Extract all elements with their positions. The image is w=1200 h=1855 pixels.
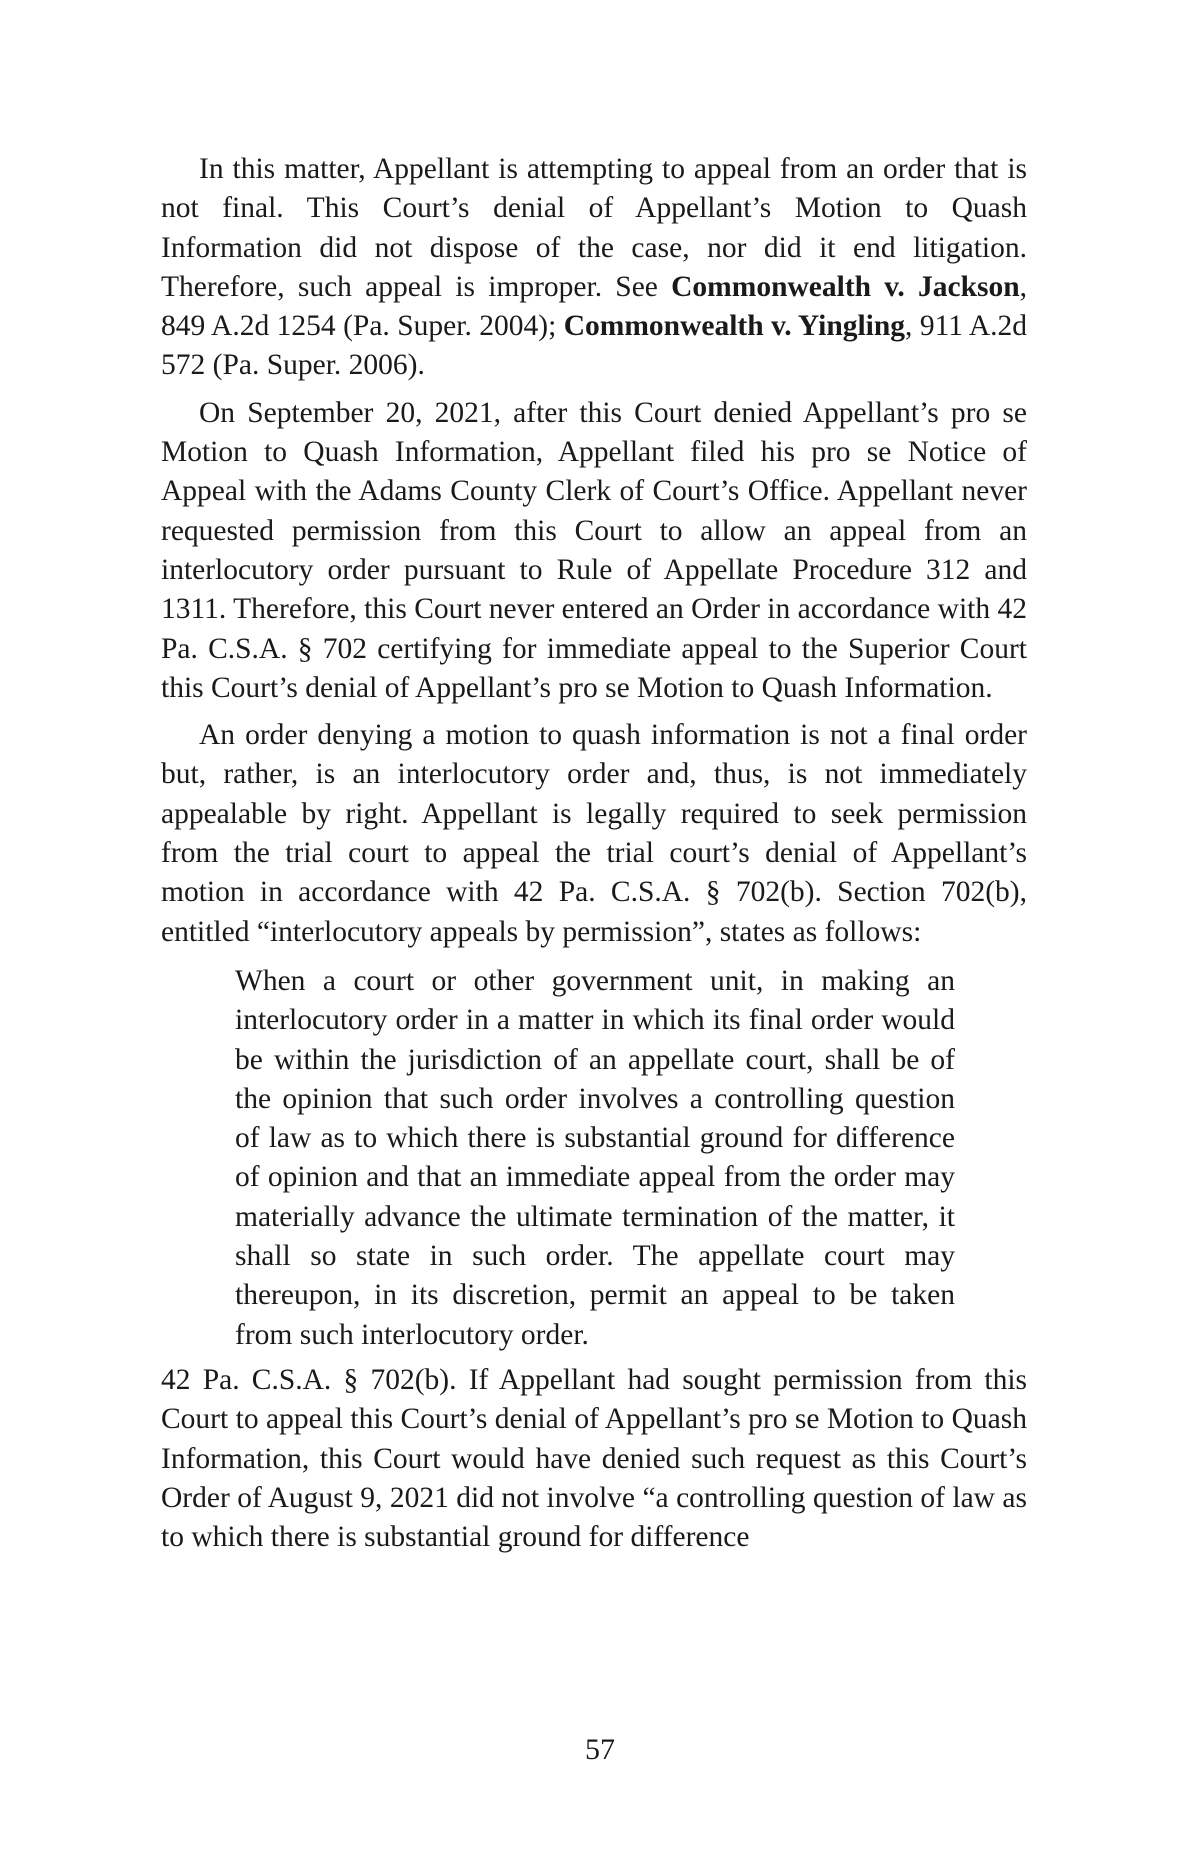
paragraph-text: , 911 A.2d 572 (Pa. Super. 2006). bbox=[161, 310, 1028, 382]
case-citation-yingling: Commonwealth v. Yingling bbox=[563, 310, 906, 343]
paragraph-notice-of-appeal: On September 20, 2021, after this Court denied Appellant’s pro se Motion to Quash Information, Appellant filed his pro se Notice of Appeal with the Adams County Clerk of Court’s Office. Appellant never requested permission from this Court to allow an appeal from an interlocutory order pursuant to Rule of Appellate Procedure 312 and 1311. Therefore, this Court never entered an Order in accordance with 42 Pa. C.S.A. § 702 certifying for immediate appeal to the Superior Court this Court’s denial of Appellant’s pro se Motion to Quash Information. bbox=[161, 396, 1027, 704]
page-body bbox=[161, 150, 1027, 1557]
paragraph-text: , 849 A.2d 1254 (Pa. Super. 2004); bbox=[161, 270, 1027, 343]
paragraph-text: In this matter, Appellant is attempting to appeal from an order that is not final. This Court’s denial of Appellant’s Motion to Quash Information did not dispose of the case, nor did it end litigation. Therefore, such appeal is improper. See bbox=[161, 153, 1027, 303]
paragraph-appeal-not-final bbox=[161, 150, 1027, 386]
paragraph-statute-application: 42 Pa. C.S.A. § 702(b). If Appellant had sought permission from this Court to appeal this Court’s denial of Appellant’s pro se Motion to Quash Information, this Court would have denied such request as this Court’s Order of August 9, 2021 did not involve “a controlling question of law as to which there is substantial ground for difference bbox=[161, 1363, 1027, 1554]
case-citation-jackson: Commonwealth v. Jackson bbox=[671, 270, 1020, 303]
page-number: 57 bbox=[585, 1733, 615, 1766]
block-quote-statute: When a court or other government unit, in making an interlocutory order in a matter in which its final order would be within the jurisdiction of an appellate court, shall be of the opinion that such order involves a controlling question of law as to which there is substantial ground for difference of opinion and that an immediate appeal from the order may materially advance the ultimate termination of the matter, it shall so state in such order. The appellate court may thereupon, in its discretion, permit an appeal to be taken from such interlocutory order. bbox=[235, 964, 955, 1351]
paragraph-interlocutory-order: An order denying a motion to quash information is not a final order but, rather, is an interlocutory order and, thus, is not immediately appealable by right. Appellant is legally required to seek permission from the trial court to appeal the trial court’s denial of Appellant’s motion in accordance with 42 Pa. C.S.A. § 702(b). Section 702(b), entitled “interlocutory appeals by permission”, states as follows: bbox=[161, 719, 1027, 948]
